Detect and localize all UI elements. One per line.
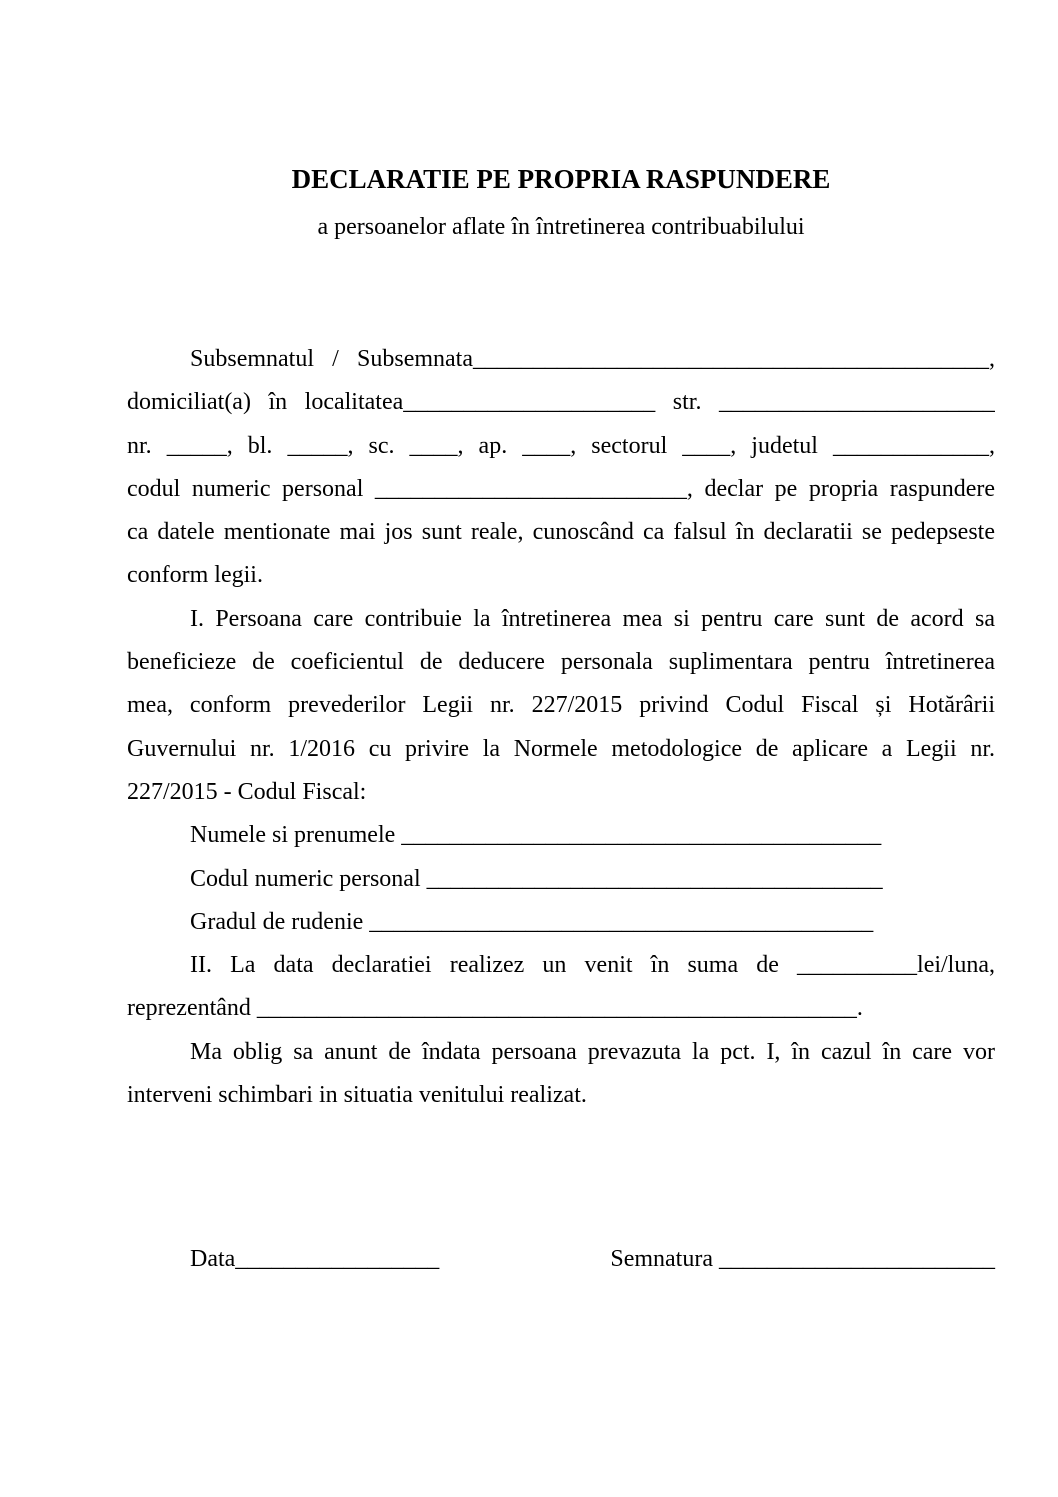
line-pct1-lege-227: mea, conform prevederilor Legii nr. 227/2015 privind Codul Fiscal și Hotărârii: [127, 692, 995, 719]
line-pct1-beneficieze: beneficieze de coeficientul de deducere personala suplimentara pentru întretinerea: [127, 649, 995, 676]
line-pct1-hg-1-2016: Guvernului nr. 1/2016 cu privire la Normele metodologice de aplicare a Legii nr.: [127, 735, 995, 762]
line-nr-bl-sc-ap-sector-judet: nr. _____, bl. _____, sc. ____, ap. ____, sectorul ____, judetul _____________,: [127, 432, 995, 459]
field-gradul-rudenie: Gradul de rudenie __________________________________________: [190, 908, 874, 935]
line-subsemnatul: Subsemnatul / Subsemnata___________________________________________,: [190, 346, 995, 372]
line-domiciliat-localitate: domiciliat(a) în localitatea_____________________ str. _______________________: [127, 389, 995, 416]
line-pct1-codul-fiscal: 227/2015 - Codul Fiscal:: [127, 778, 367, 805]
signature-row: [127, 1238, 995, 1281]
line-reprezentand: reprezentând __________________________________________________.: [127, 995, 863, 1022]
field-cnp-persoana: Codul numeric personal ______________________________________: [190, 865, 883, 892]
document-subtitle: a persoanelor aflate în întretinerea contribuabilului: [317, 214, 805, 240]
document-title: DECLARATIE PE PROPRIA RASPUNDERE: [291, 164, 831, 194]
line-pct2-venit: II. La data declaratiei realizez un venit în suma de __________lei/luna,: [190, 952, 995, 979]
document-body: [127, 338, 995, 1117]
line-cnp-declar: codul numeric personal __________________________, declar pe propria raspundere: [127, 475, 995, 502]
semnatura-field: Semnatura _______________________: [610, 1246, 995, 1273]
data-field: Data_________________: [190, 1246, 440, 1273]
line-pct1-persoana: I. Persoana care contribuie la întretinerea mea si pentru care sunt de acord sa: [190, 605, 995, 632]
field-numele-prenumele: Numele si prenumele ________________________________________: [190, 822, 882, 849]
line-date-reale: ca datele mentionate mai jos sunt reale, cunoscând ca falsul în declaratii se pedepseste: [127, 519, 995, 546]
line-obligatie-continuare: interveni schimbari in situatia venitului realizat.: [127, 1082, 587, 1109]
line-conform-legii: conform legii.: [127, 562, 263, 589]
line-obligatie-anunt: Ma oblig sa anunt de îndata persoana prevazuta la pct. I, în cazul în care vor: [190, 1038, 995, 1065]
